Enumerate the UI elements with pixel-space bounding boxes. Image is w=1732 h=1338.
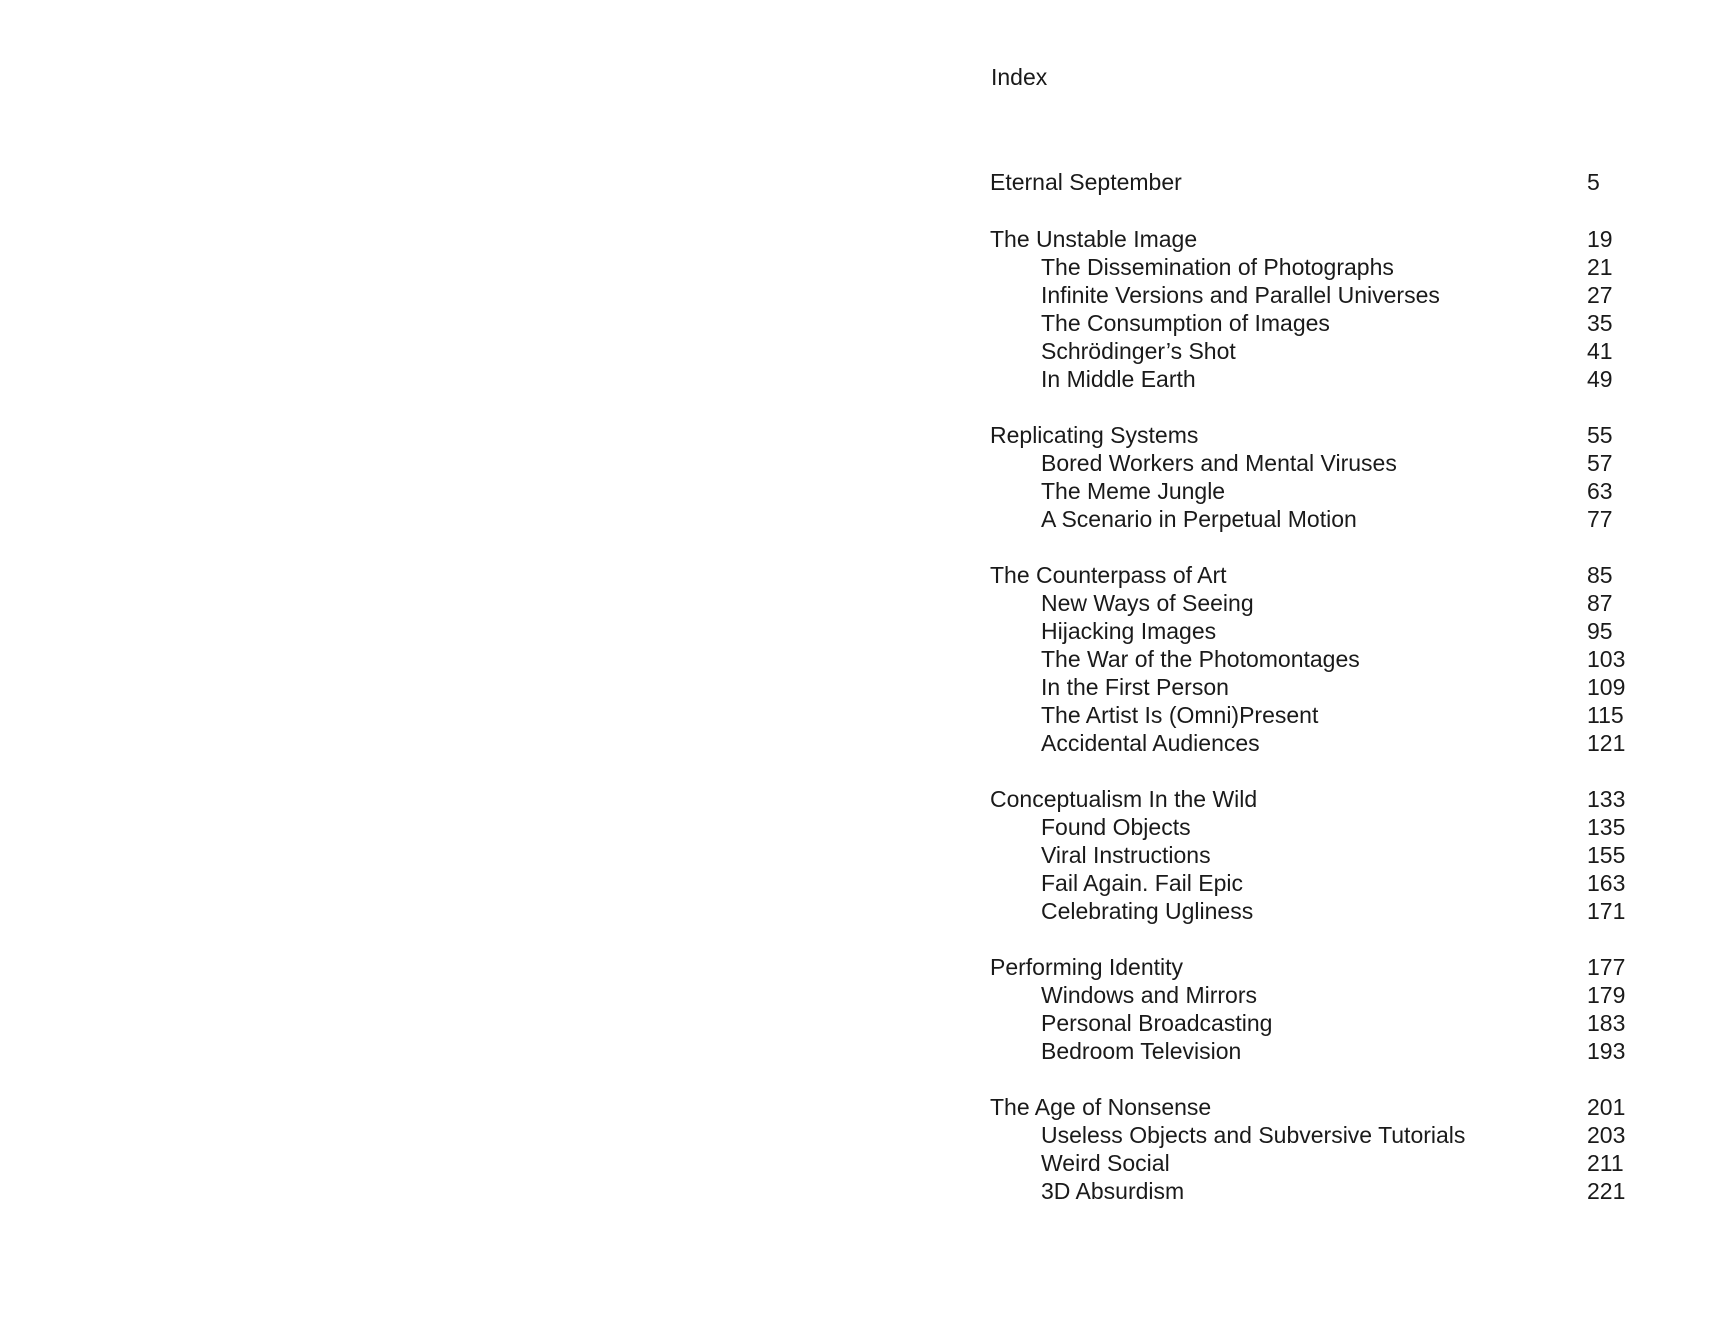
chapter-title: Eternal September	[990, 169, 1182, 195]
toc-entry-subsection	[990, 1037, 1630, 1065]
subsection-title: In the First Person	[1041, 674, 1229, 700]
page-number: 179	[1587, 982, 1626, 1008]
toc-entry-subsection	[990, 701, 1630, 729]
toc-entry-subsection	[990, 841, 1630, 869]
toc-entry-subsection	[990, 897, 1630, 925]
toc-entry-chapter	[990, 168, 1630, 196]
subsection-title: Bedroom Television	[1041, 1038, 1242, 1064]
toc-entry-subsection	[990, 253, 1630, 281]
toc-entry-subsection	[990, 869, 1630, 897]
toc-entry-chapter	[990, 421, 1630, 449]
page-number: 203	[1587, 1122, 1626, 1148]
page-number: 133	[1587, 786, 1626, 812]
toc-entry-subsection	[990, 309, 1630, 337]
subsection-title: Bored Workers and Mental Viruses	[1041, 450, 1397, 476]
toc-entry-subsection	[990, 337, 1630, 365]
page-number: 171	[1587, 898, 1626, 924]
toc-section	[990, 1093, 1630, 1205]
subsection-title: The Meme Jungle	[1041, 478, 1226, 504]
subsection-title: In Middle Earth	[1041, 366, 1196, 392]
subsection-title: Infinite Versions and Parallel Universes	[1041, 282, 1440, 308]
toc-section	[990, 561, 1630, 757]
toc-entry-subsection	[990, 281, 1630, 309]
subsection-title: The Dissemination of Photographs	[1041, 254, 1394, 280]
toc-entry-chapter	[990, 953, 1630, 981]
page-number: 103	[1587, 646, 1626, 672]
page-number: 183	[1587, 1010, 1626, 1036]
chapter-title: The Age of Nonsense	[990, 1094, 1212, 1120]
page-number: 57	[1587, 450, 1613, 476]
page-number: 115	[1587, 702, 1624, 728]
toc-entry-subsection	[990, 645, 1630, 673]
toc-entry-subsection	[990, 673, 1630, 701]
subsection-title: Accidental Audiences	[1041, 730, 1260, 756]
subsection-title: 3D Absurdism	[1041, 1178, 1185, 1204]
page-number: 193	[1587, 1038, 1626, 1064]
page-number: 221	[1587, 1178, 1626, 1204]
chapter-title: Replicating Systems	[990, 422, 1199, 448]
subsection-title: Celebrating Ugliness	[1041, 898, 1254, 924]
page-number: 95	[1587, 618, 1613, 644]
page-number: 85	[1587, 562, 1613, 588]
page-number: 5	[1587, 169, 1600, 195]
page-number: 35	[1587, 310, 1613, 336]
chapter-title: Performing Identity	[990, 954, 1184, 980]
toc-section	[990, 225, 1630, 393]
subsection-title: A Scenario in Perpetual Motion	[1041, 506, 1357, 532]
right-page	[866, 0, 1732, 1338]
toc-entry-subsection	[990, 505, 1630, 533]
toc-section	[990, 421, 1630, 533]
table-of-contents	[990, 168, 1630, 1233]
toc-entry-chapter	[990, 785, 1630, 813]
page-number: 41	[1587, 338, 1613, 364]
subsection-title: Fail Again. Fail Epic	[1041, 870, 1243, 896]
toc-entry-subsection	[990, 477, 1630, 505]
page-number: 27	[1587, 282, 1613, 308]
page-number: 63	[1587, 478, 1613, 504]
subsection-title: Schrödinger’s Shot	[1041, 338, 1236, 364]
toc-entry-subsection	[990, 1149, 1630, 1177]
subsection-title: Useless Objects and Subversive Tutorials	[1041, 1122, 1466, 1148]
chapter-title: Conceptualism In the Wild	[990, 786, 1258, 812]
toc-entry-subsection	[990, 813, 1630, 841]
toc-entry-subsection	[990, 617, 1630, 645]
page-number: 19	[1587, 226, 1613, 252]
toc-entry-chapter	[990, 561, 1630, 589]
toc-entry-chapter	[990, 225, 1630, 253]
toc-entry-subsection	[990, 1121, 1630, 1149]
toc-entry-subsection	[990, 729, 1630, 757]
page-number: 87	[1587, 590, 1613, 616]
chapter-title: The Counterpass of Art	[990, 562, 1227, 588]
subsection-title: The Artist Is (Omni)Present	[1041, 702, 1319, 728]
page-number: 163	[1587, 870, 1626, 896]
toc-entry-subsection	[990, 365, 1630, 393]
toc-entry-subsection	[990, 449, 1630, 477]
index-heading: Index	[991, 64, 1048, 90]
page-number: 135	[1587, 814, 1626, 840]
toc-section	[990, 168, 1630, 196]
subsection-title: New Ways of Seeing	[1041, 590, 1254, 616]
page-number: 201	[1587, 1094, 1626, 1120]
toc-entry-subsection	[990, 589, 1630, 617]
page-number: 49	[1587, 366, 1613, 392]
subsection-title: The Consumption of Images	[1041, 310, 1330, 336]
toc-entry-chapter	[990, 1093, 1630, 1121]
chapter-title: The Unstable Image	[990, 226, 1198, 252]
subsection-title: Weird Social	[1041, 1150, 1170, 1176]
toc-entry-subsection	[990, 1009, 1630, 1037]
toc-entry-subsection	[990, 1177, 1630, 1205]
subsection-title: Personal Broadcasting	[1041, 1010, 1273, 1036]
page-number: 155	[1587, 842, 1626, 868]
subsection-title: Viral Instructions	[1041, 842, 1211, 868]
subsection-title: The War of the Photomontages	[1041, 646, 1360, 672]
subsection-title: Hijacking Images	[1041, 618, 1217, 644]
page-number: 77	[1587, 506, 1613, 532]
page-number: 121	[1587, 730, 1626, 756]
page-number: 177	[1587, 954, 1626, 980]
subsection-title: Found Objects	[1041, 814, 1191, 840]
page-number: 109	[1587, 674, 1626, 700]
page-number: 211	[1587, 1150, 1624, 1176]
toc-entry-subsection	[990, 981, 1630, 1009]
toc-section	[990, 953, 1630, 1065]
subsection-title: Windows and Mirrors	[1041, 982, 1257, 1008]
toc-section	[990, 785, 1630, 925]
page-number: 21	[1587, 254, 1613, 280]
page-number: 55	[1587, 422, 1613, 448]
